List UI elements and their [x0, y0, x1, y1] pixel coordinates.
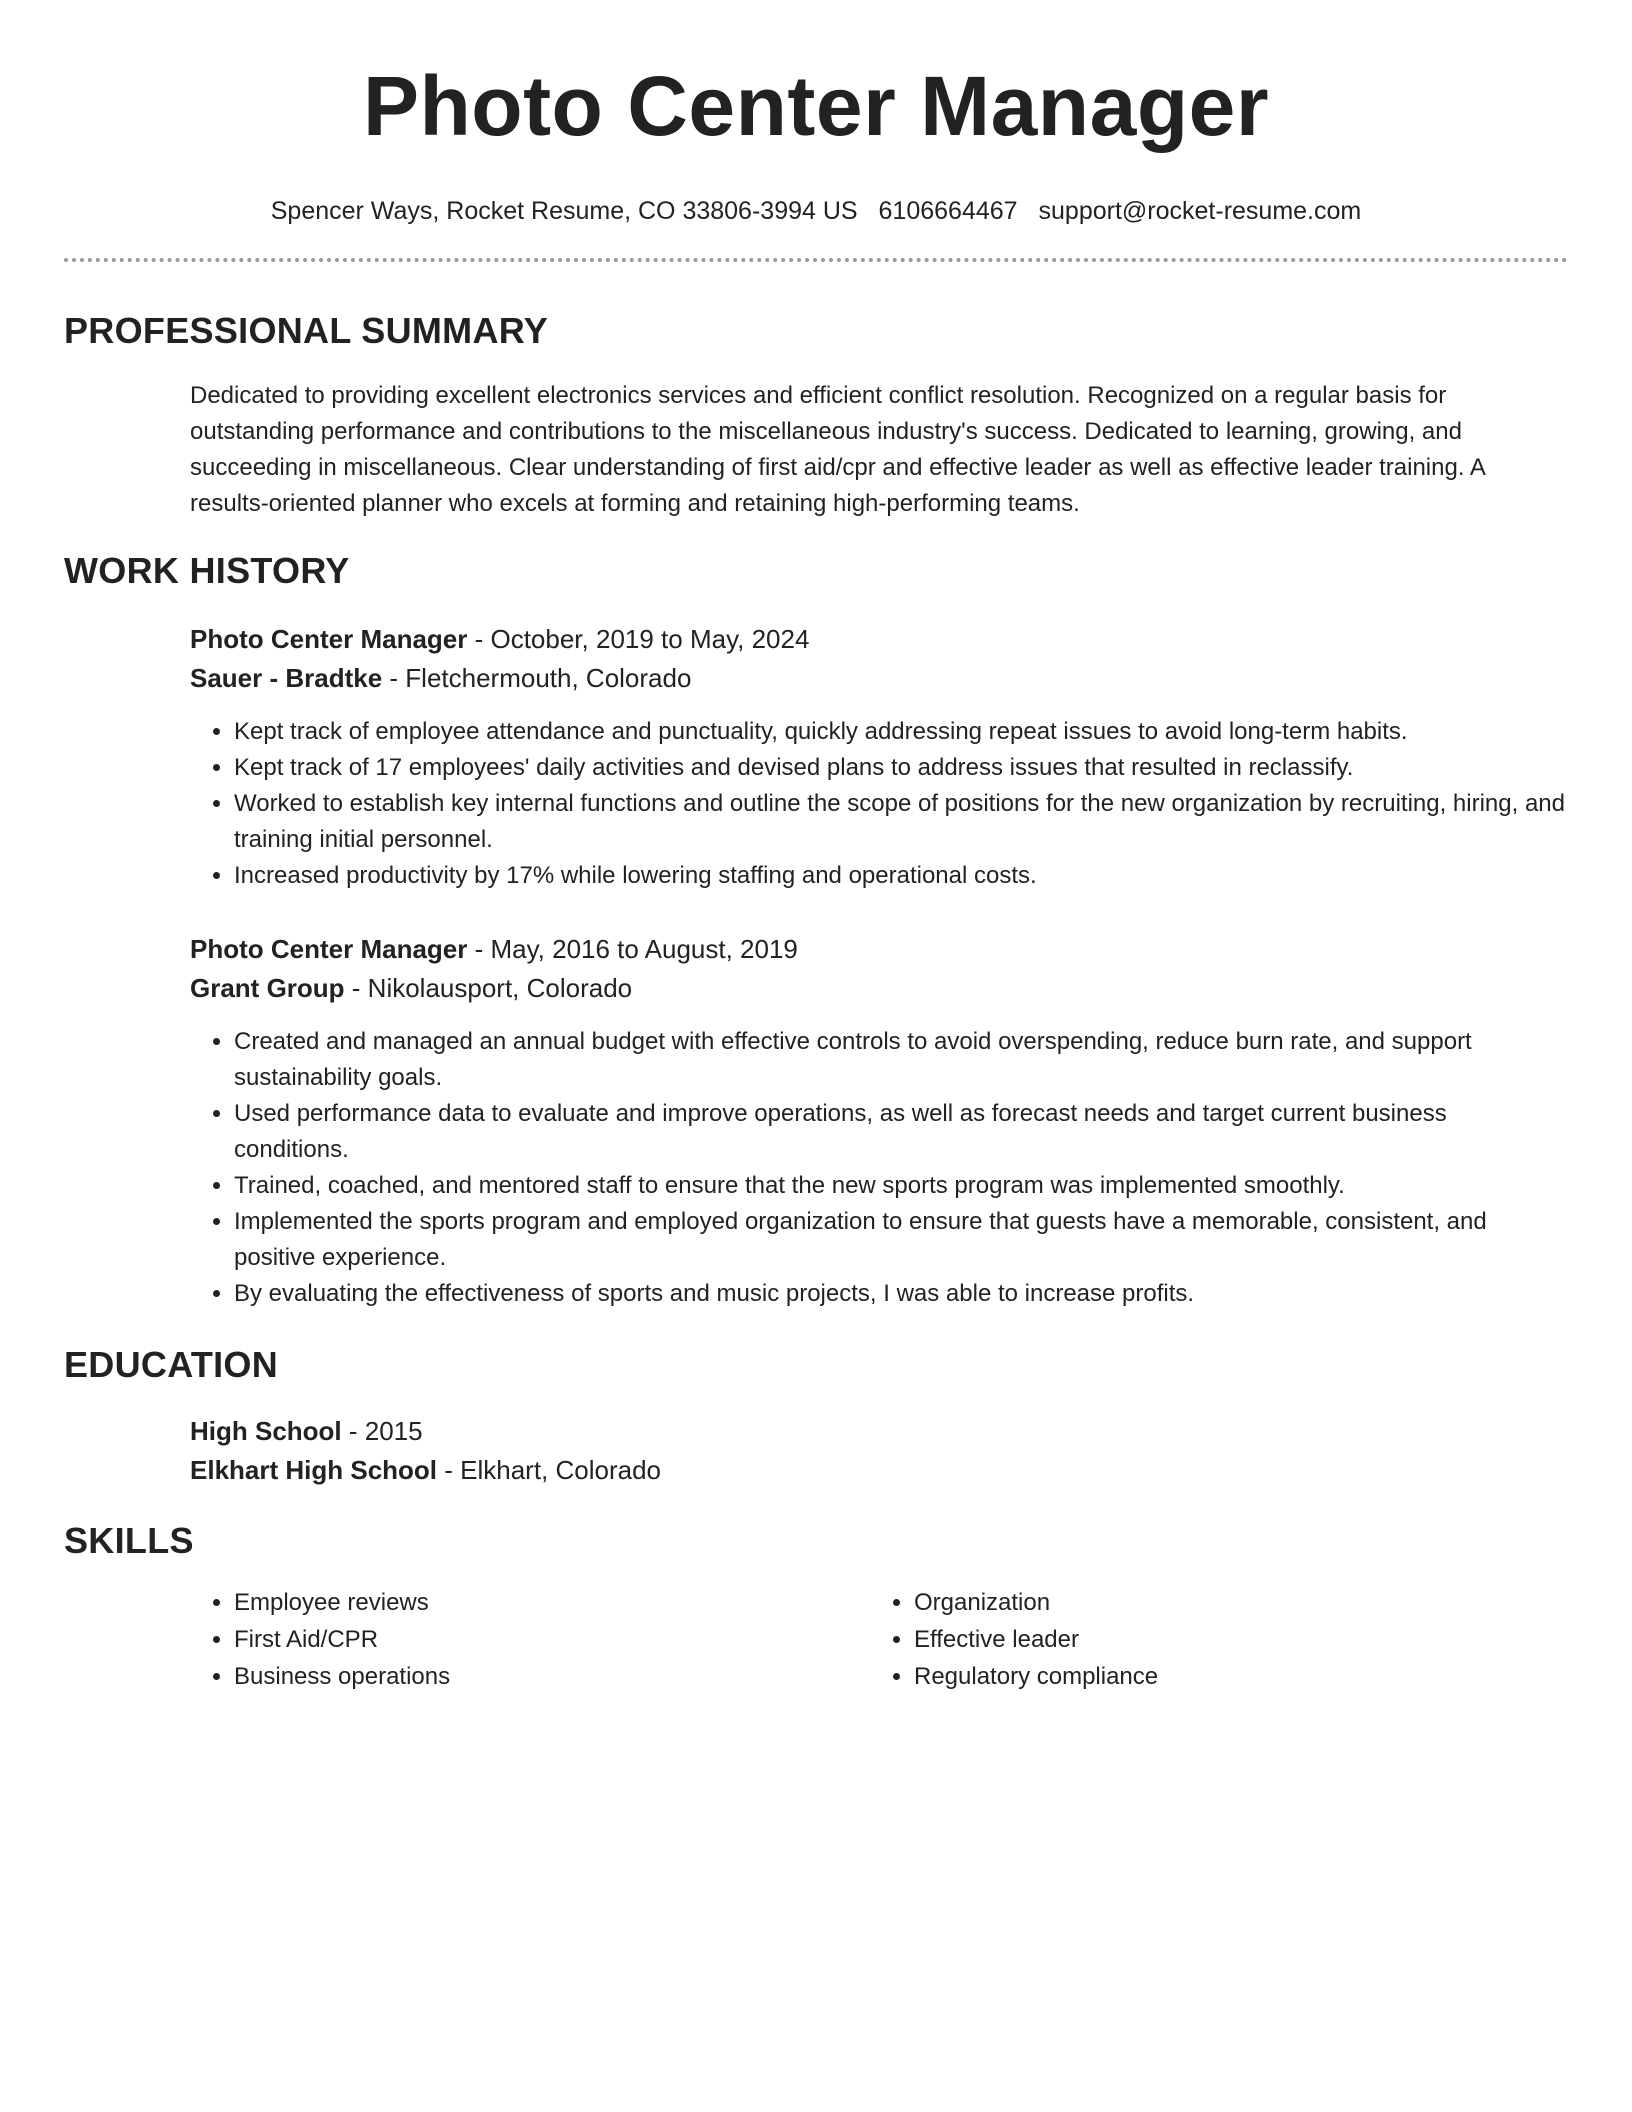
contact-address: Spencer Ways, Rocket Resume, CO 33806-3994 US	[270, 197, 858, 225]
section-title-summary: PROFESSIONAL SUMMARY	[64, 310, 549, 351]
job-bullet: • Increased productivity by 17% while lowering staffing and operational costs.	[234, 858, 1568, 894]
skill-item: • Regulatory compliance	[914, 1658, 1550, 1695]
section-title-education: EDUCATION	[64, 1344, 279, 1385]
job-bullets	[190, 714, 1568, 894]
header-divider	[64, 258, 1568, 262]
section-title-skills: SKILLS	[64, 1520, 194, 1561]
resume-name: Photo Center Manager	[362, 59, 1270, 153]
skills-column-right	[870, 1584, 1550, 1695]
skill-item: • Employee reviews	[234, 1584, 870, 1621]
job-dates: - October, 2019 to May, 2024	[467, 624, 810, 654]
job-role-line	[190, 930, 1568, 969]
section-title-work-history: WORK HISTORY	[64, 550, 350, 591]
skills-column-left	[190, 1584, 870, 1695]
job-role: Photo Center Manager	[190, 624, 468, 654]
job-bullet: • Kept track of employee attendance and punctuality, quickly addressing repeat issues to avoid long-term habits.	[234, 714, 1568, 750]
job-bullets	[190, 1024, 1568, 1312]
contact-line	[64, 196, 1568, 226]
skills-grid	[190, 1584, 1568, 1695]
education-school: Elkhart High School	[190, 1455, 438, 1485]
skill-item: • First Aid/CPR	[234, 1621, 870, 1658]
education-location: - Elkhart, Colorado	[437, 1455, 662, 1485]
job-role-line	[190, 620, 1568, 659]
education-degree-line	[190, 1412, 1568, 1451]
job-location: - Fletchermouth, Colorado	[382, 663, 692, 693]
skills-section	[64, 1584, 1568, 1695]
job-company-line	[190, 659, 1568, 698]
education-entry	[190, 1412, 1568, 1490]
education-degree: High School	[190, 1416, 342, 1446]
job-bullet: • Implemented the sports program and employed organization to ensure that guests have a memorable, consistent, and positive experience.	[234, 1204, 1568, 1276]
summary-text: Dedicated to providing excellent electronics services and efficient conflict resolution. Recognized on a regular basis for outstanding performance and contributions to the miscellaneous industry's success. Dedicated to learning, growing, and succeeding in miscellaneous. Clear understanding of first aid/cpr and effective leader as well as effective leader training. A results-oriented planner who excels at forming and retaining high-performing teams.	[190, 382, 1485, 517]
job-entry	[190, 620, 1568, 894]
job-bullet: • Created and managed an annual budget with effective controls to avoid overspending, reduce burn rate, and support sustainability goals.	[234, 1024, 1568, 1096]
skill-item: • Effective leader	[914, 1621, 1550, 1658]
contact-phone: 6106664467	[878, 197, 1018, 225]
job-role: Photo Center Manager	[190, 934, 468, 964]
job-bullet: • Worked to establish key internal functions and outline the scope of positions for the new organization by recruiting, hiring, and training initial personnel.	[234, 786, 1568, 858]
education-year: - 2015	[341, 1416, 423, 1446]
skill-item: • Organization	[914, 1584, 1550, 1621]
job-bullet: • Kept track of 17 employees' daily activities and devised plans to address issues that resulted in reclassify.	[234, 750, 1568, 786]
job-company: Sauer - Bradtke	[190, 663, 383, 693]
job-bullet: • Used performance data to evaluate and improve operations, as well as forecast needs and target current business conditions.	[234, 1096, 1568, 1168]
job-company: Grant Group	[190, 973, 345, 1003]
job-bullet: • Trained, coached, and mentored staff to ensure that the new sports program was implemented smoothly.	[234, 1168, 1568, 1204]
job-company-line	[190, 969, 1568, 1008]
job-dates: - May, 2016 to August, 2019	[467, 934, 798, 964]
education-section	[64, 1412, 1568, 1490]
job-bullet: • By evaluating the effectiveness of sports and music projects, I was able to increase profits.	[234, 1276, 1568, 1312]
contact-email: support@rocket-resume.com	[1038, 197, 1362, 225]
education-school-line	[190, 1451, 1568, 1490]
job-location: - Nikolausport, Colorado	[344, 973, 633, 1003]
job-entry	[190, 930, 1568, 1312]
summary-section	[64, 378, 1568, 522]
work-history-section	[64, 620, 1568, 1312]
skill-item: • Business operations	[234, 1658, 870, 1695]
